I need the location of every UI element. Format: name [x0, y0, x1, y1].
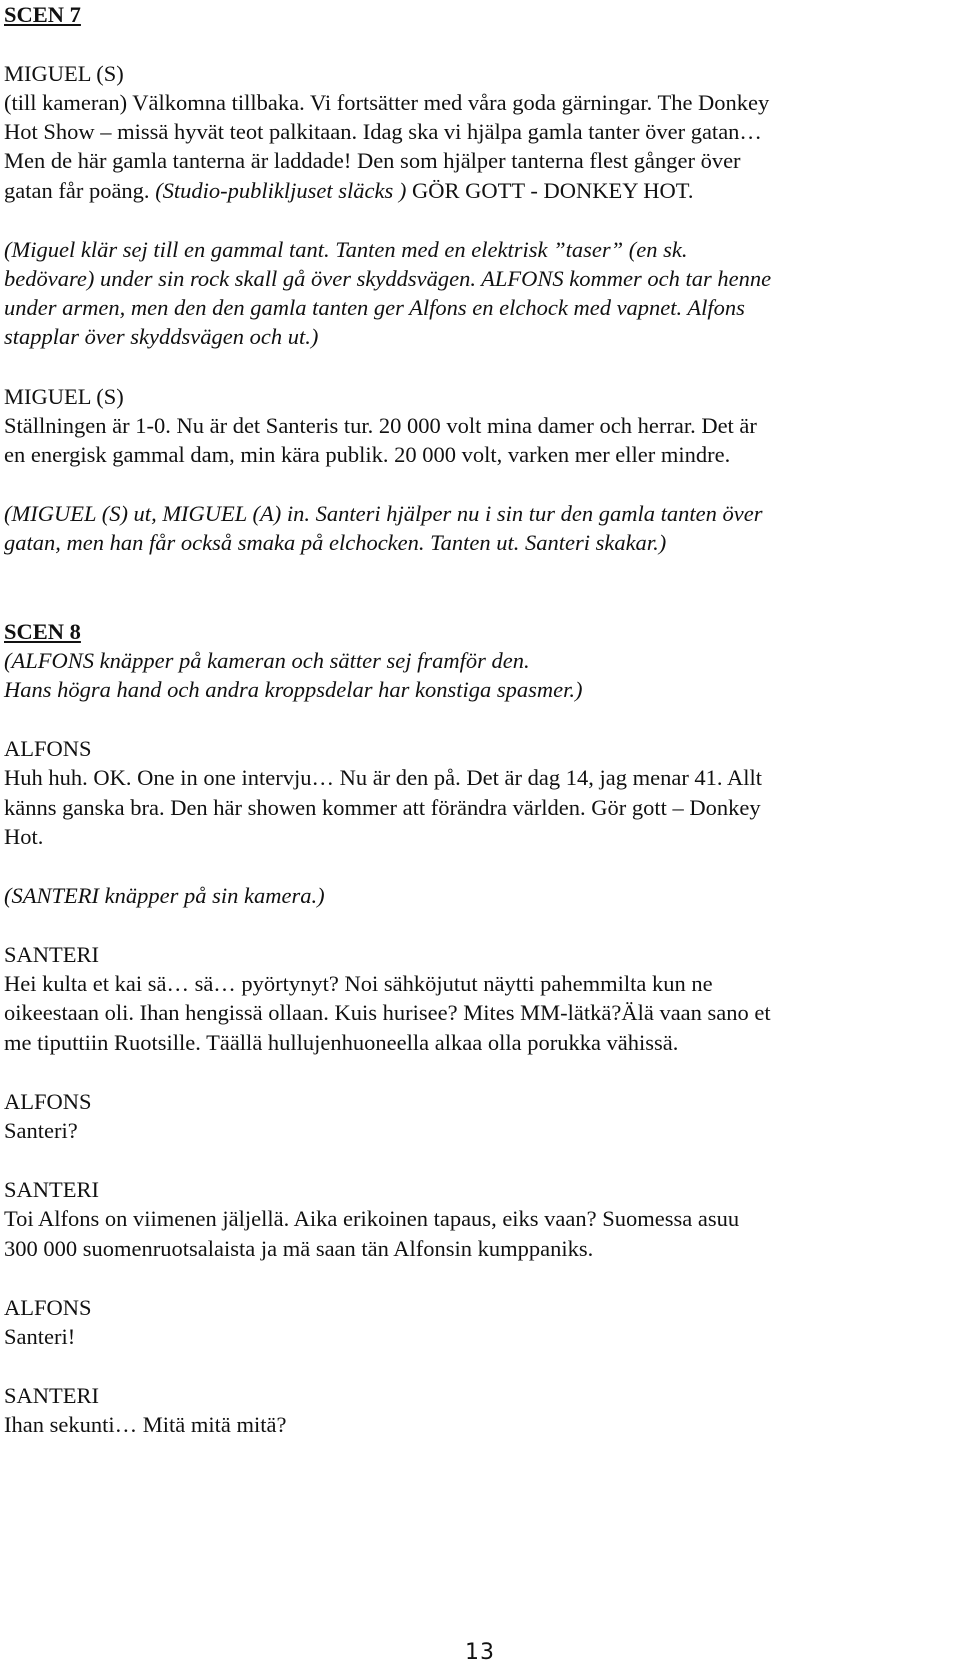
scene-7-heading: SCEN 7 [4, 2, 81, 27]
speaker-santeri: SANTERI [4, 1383, 99, 1408]
dialogue-line: (till kameran) Välkomna tillbaka. Vi fortsätter med våra goda gärningar. The Donkey [4, 90, 770, 115]
stage-direction-line: stapplar över skyddsvägen och ut.) [4, 324, 319, 349]
speaker-santeri: SANTERI [4, 1177, 99, 1202]
dialogue-line: Huh huh. OK. One in one intervju… Nu är den på. Det är dag 14, jag menar 41. Allt [4, 765, 762, 790]
dialogue-line: Men de här gamla tanterna är laddade! Den som hjälper tanterna flest gånger över [4, 148, 741, 173]
dialogue-line [4, 176, 693, 206]
speaker-alfons: ALFONS [4, 1295, 92, 1320]
stage-direction-line: (MIGUEL (S) ut, MIGUEL (A) in. Santeri hjälper nu i sin tur den gamla tanten över [4, 501, 763, 526]
scene-8-heading: SCEN 8 [4, 619, 81, 644]
speaker-miguel-s: MIGUEL (S) [4, 61, 124, 86]
dialogue-line: Hot. [4, 824, 44, 849]
dialogue-line: me tiputtiin Ruotsille. Täällä hullujenhuoneella alkaa olla porukka vähissä. [4, 1030, 679, 1055]
dialogue-line: oikeestaan oli. Ihan hengissä ollaan. Kuis hurisee? Mites MM-lätkä?Älä vaan sano et [4, 1000, 771, 1025]
dialogue-text: gatan får poäng. [4, 178, 150, 203]
page-number: 13 [465, 1640, 495, 1665]
dialogue-line: Ihan sekunti… Mitä mitä mitä? [4, 1412, 287, 1437]
stage-direction-line: gatan, men han får också smaka på elchocken. Tanten ut. Santeri skakar.) [4, 530, 667, 555]
dialogue-line: Ställningen är 1-0. Nu är det Santeris tur. 20 000 volt mina damer och herrar. Det är [4, 413, 757, 438]
speaker-miguel-s: MIGUEL (S) [4, 384, 124, 409]
dialogue-line: Toi Alfons on viimenen jäljellä. Aika erikoinen tapaus, eiks vaan? Suomessa asuu [4, 1206, 740, 1231]
speaker-santeri: SANTERI [4, 942, 99, 967]
dialogue-line: Hei kulta et kai sä… sä… pyörtynyt? Noi sähköjutut näytti pahemmilta kun ne [4, 971, 713, 996]
dialogue-line: Santeri? [4, 1118, 78, 1143]
inline-stage-direction: (Studio-publikljuset släcks ) [155, 178, 407, 203]
speaker-alfons: ALFONS [4, 1089, 92, 1114]
stage-direction-line: under armen, men den den gamla tanten ger Alfons en elchock med vapnet. Alfons [4, 295, 745, 320]
dialogue-text: GÖR GOTT - DONKEY HOT. [412, 178, 694, 203]
stage-direction-line: (SANTERI knäpper på sin kamera.) [4, 883, 325, 908]
dialogue-line: en energisk gammal dam, min kära publik. 20 000 volt, varken mer eller mindre. [4, 442, 731, 467]
dialogue-line: känns ganska bra. Den här showen kommer att förändra världen. Gör gott – Donkey [4, 795, 761, 820]
stage-direction-line: (ALFONS knäpper på kameran och sätter sej framför den. [4, 648, 530, 673]
stage-direction-line: Hans högra hand och andra kroppsdelar har konstiga spasmer.) [4, 677, 583, 702]
speaker-alfons: ALFONS [4, 736, 92, 761]
stage-direction-line: bedövare) under sin rock skall gå över skyddsvägen. ALFONS kommer och tar henne [4, 266, 772, 291]
stage-direction-line: (Miguel klär sej till en gammal tant. Tanten med en elektrisk ”taser” (en sk. [4, 237, 688, 262]
dialogue-line: Hot Show – missä hyvät teot palkitaan. Idag ska vi hjälpa gamla tanter över gatan… [4, 119, 762, 144]
dialogue-line: Santeri! [4, 1324, 76, 1349]
dialogue-line: 300 000 suomenruotsalaista ja mä saan tän Alfonsin kumppaniks. [4, 1236, 594, 1261]
